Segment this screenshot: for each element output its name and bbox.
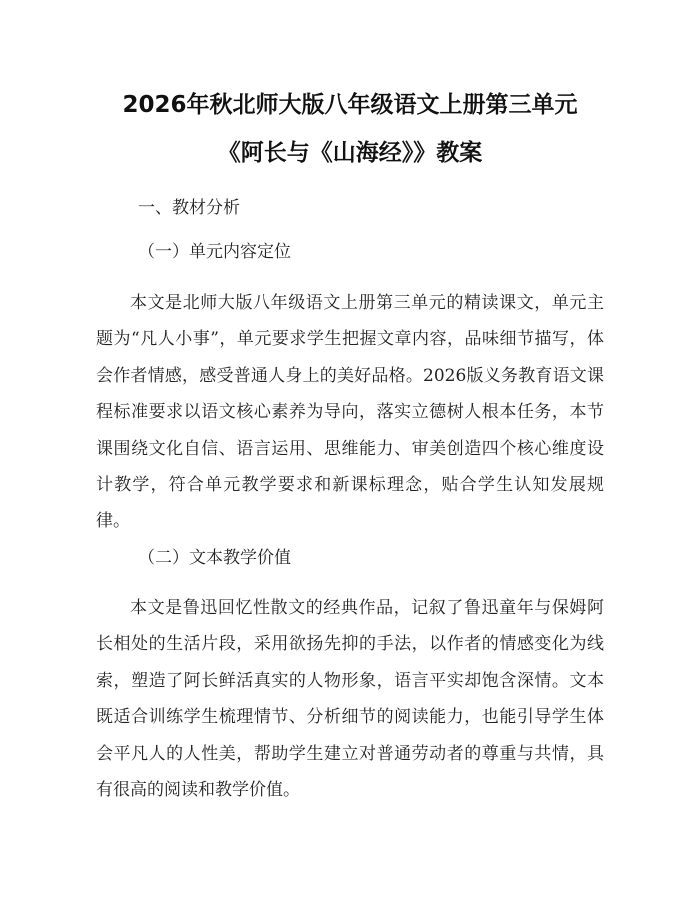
document-title-line-2: 《阿长与《山海经》》教案: [217, 140, 483, 166]
subsection-heading-text-value: （二）文本教学价值: [138, 548, 291, 568]
document-title-line-1: 2026年秋北师大版八年级语文上册第三单元: [122, 92, 578, 118]
subsection-heading-unit-positioning: （一）单元内容定位: [138, 242, 291, 262]
paragraph-unit-positioning: 本文是北师大版八年级语文上册第三单元的精读课文，单元主题为“凡人小事”，单元要求学生把握文章内容，品味细节描写，体会作者情感，感受普通人身上的美好品格。2026版义务教育语文课程标准要求以语文核心素养为导向，落实立德树人根本任务，本节课围绕文化自信、语言运用、思维能力、审美创造四个核心维度设计教学，符合单元教学要求和新课标理念，贴合学生认知发展规律。: [96, 293, 604, 532]
section-heading-textbook-analysis: 一、教材分析: [138, 198, 240, 218]
paragraph-text-value: 本文是鲁迅回忆性散文的经典作品，记叙了鲁迅童年与保姆阿长相处的生活片段，采用欲扬先抑的手法，以作者的情感变化为线索，塑造了阿长鲜活真实的人物形象，语言平实却饱含深情。文本既适合训练学生梳理情节、分析细节的阅读能力，也能引导学生体会平凡人的人性美，帮助学生建立对普通劳动者的尊重与共情，具有很高的阅读和教学价值。: [96, 598, 604, 801]
